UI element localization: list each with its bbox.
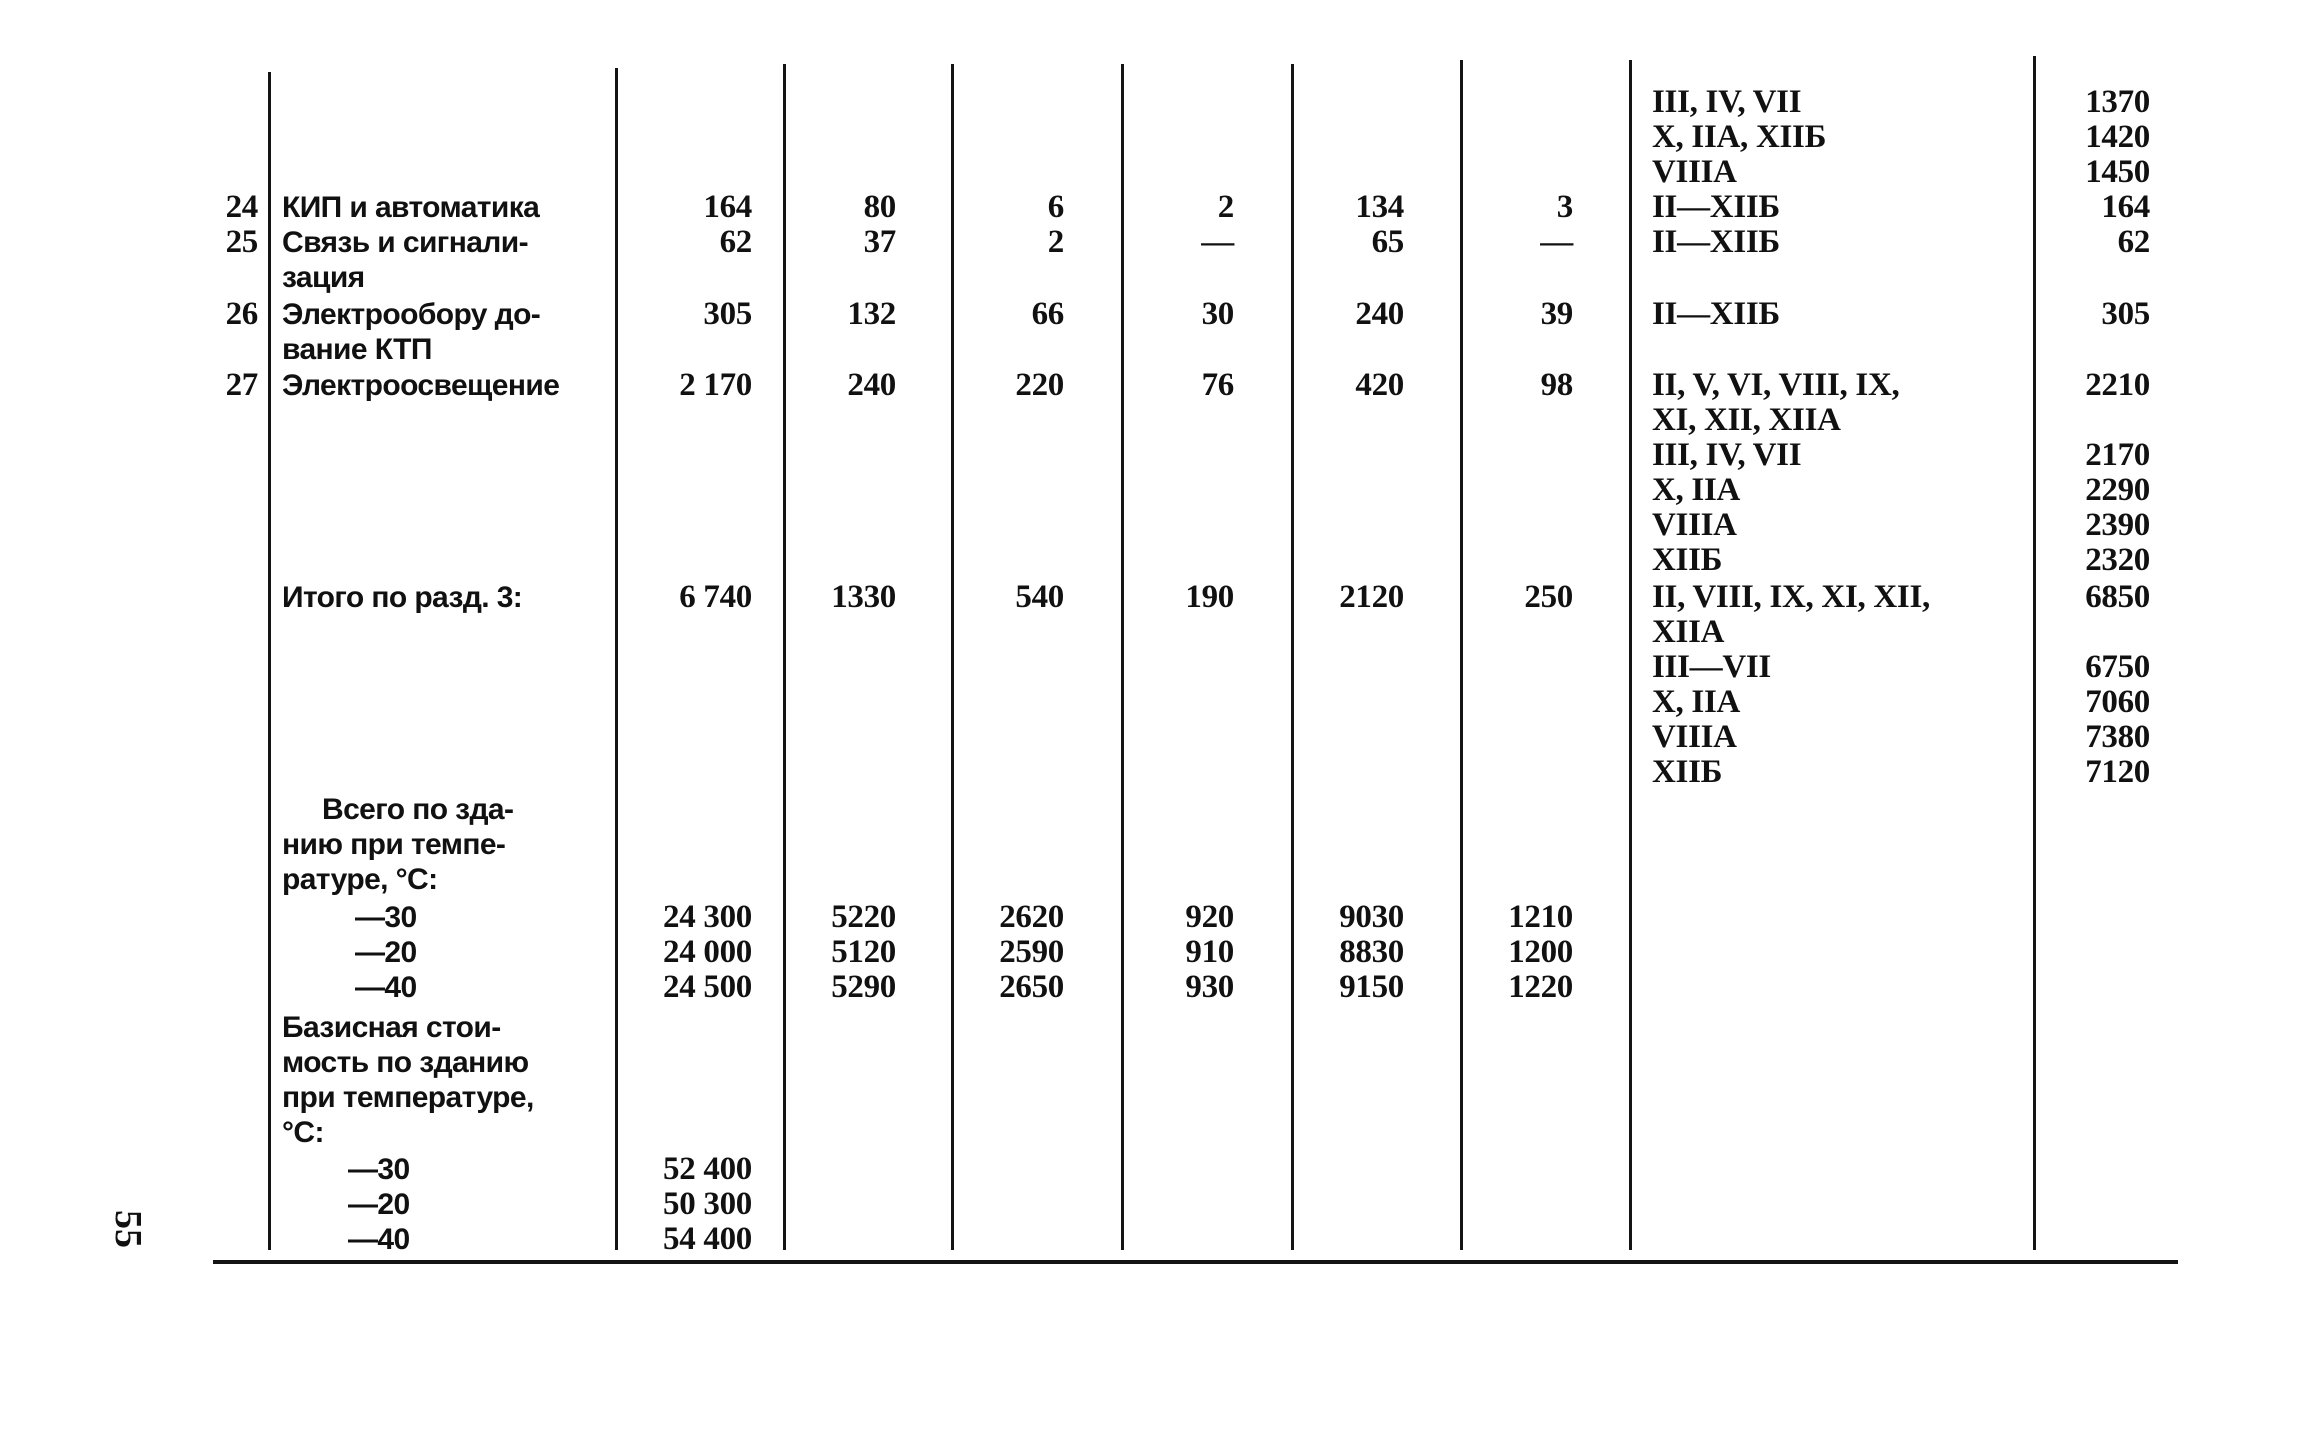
cell-value: 24 000	[663, 934, 752, 970]
cell-value: 240	[847, 367, 896, 403]
cell-value: 220	[1015, 367, 1064, 403]
cell-value: 1220	[1508, 969, 1573, 1005]
grade-value: 6750	[2085, 649, 2150, 685]
subtotal-label: Итого по разд. 3:	[282, 581, 523, 614]
row-number: 26	[225, 296, 258, 332]
grade-value: 2390	[2085, 507, 2150, 543]
cell-value: 1200	[1508, 934, 1573, 970]
cell-value: 9150	[1339, 969, 1404, 1005]
grade-value: 1450	[2085, 154, 2150, 190]
grade-value: 2210	[2085, 367, 2150, 403]
grade-label: II—XIIБ	[1652, 296, 1780, 332]
grade-label: III—VII	[1652, 649, 1771, 685]
cell-value: 5120	[831, 934, 896, 970]
cell-value: 240	[1355, 296, 1404, 332]
base-cost-label: мость по зданию	[282, 1046, 529, 1079]
cell-value: 164	[703, 189, 752, 225]
cell-value: 37	[863, 224, 896, 260]
grade-label: VIIIA	[1652, 719, 1737, 755]
cell-value: 80	[863, 189, 896, 225]
column-rule	[1121, 64, 1124, 1250]
grade-label: VIIIA	[1652, 507, 1737, 543]
grade-label: III, IV, VII	[1652, 437, 1802, 473]
grade-label: XIIБ	[1652, 542, 1723, 578]
cell-value: 910	[1185, 934, 1234, 970]
column-rule	[615, 68, 618, 1250]
cell-value: 6 740	[679, 579, 752, 615]
cell-value: 2120	[1339, 579, 1404, 615]
row-name: вание КТП	[282, 333, 432, 366]
column-rule	[268, 72, 271, 1250]
cell-value: 305	[703, 296, 752, 332]
column-rule	[783, 64, 786, 1250]
cell-value: 2	[1047, 224, 1064, 260]
cell-value: 250	[1524, 579, 1573, 615]
grade-label: II, V, VI, VIII, IX,	[1652, 367, 1900, 403]
cell-value: 39	[1540, 296, 1573, 332]
row-name: зация	[282, 261, 365, 294]
cell-value: 52 400	[663, 1151, 752, 1187]
cell-value: 9030	[1339, 899, 1404, 935]
grade-label: XIIA	[1652, 614, 1725, 650]
base-cost-label: Базисная стои-	[282, 1011, 501, 1044]
cell-value: 420	[1355, 367, 1404, 403]
grade-label: II, VIII, IX, XI, XII,	[1652, 579, 1930, 615]
total-label: ратуре, °С:	[282, 863, 438, 896]
row-number: 24	[225, 189, 258, 225]
cell-value: 24 500	[663, 969, 752, 1005]
temperature-label: —40	[348, 1223, 410, 1256]
grade-label: X, IIA, XIIБ	[1652, 119, 1827, 155]
cell-value: 930	[1185, 969, 1234, 1005]
cell-value: 30	[1201, 296, 1234, 332]
cell-value: 1210	[1508, 899, 1573, 935]
cell-value: 540	[1015, 579, 1064, 615]
cell-value: 24 300	[663, 899, 752, 935]
cell-value: 6	[1047, 189, 1064, 225]
cell-value: 1330	[831, 579, 896, 615]
grade-label: XIIБ	[1652, 754, 1723, 790]
cell-value: 8830	[1339, 934, 1404, 970]
grade-value: 7060	[2085, 684, 2150, 720]
grade-label: X, IIA	[1652, 684, 1741, 720]
cell-value: —	[1201, 224, 1234, 260]
grade-value: 2170	[2085, 437, 2150, 473]
cell-value: 2620	[999, 899, 1064, 935]
grade-label: XI, XII, XIIA	[1652, 402, 1841, 438]
grade-value: 6850	[2085, 579, 2150, 615]
column-rule	[1460, 60, 1463, 1250]
grade-label: II—XIIБ	[1652, 189, 1780, 225]
base-cost-label: °С:	[282, 1116, 324, 1149]
grade-value: 2290	[2085, 472, 2150, 508]
grade-value: 305	[2101, 296, 2150, 332]
base-cost-label: при температуре,	[282, 1081, 534, 1114]
column-rule	[1291, 64, 1294, 1250]
grade-label: III, IV, VII	[1652, 84, 1802, 120]
cell-value: 2650	[999, 969, 1064, 1005]
column-rule	[951, 64, 954, 1250]
row-number: 27	[225, 367, 258, 403]
cell-value: 76	[1201, 367, 1234, 403]
total-label: Всего по зда-	[322, 793, 514, 826]
cell-value: 132	[847, 296, 896, 332]
cell-value: 3	[1556, 189, 1573, 225]
temperature-label: —20	[348, 1188, 410, 1221]
grade-value: 2320	[2085, 542, 2150, 578]
cell-value: 50 300	[663, 1186, 752, 1222]
cell-value: 2 170	[679, 367, 752, 403]
temperature-label: —20	[355, 936, 417, 969]
cell-value: 190	[1185, 579, 1234, 615]
table-bottom-rule	[213, 1260, 2178, 1264]
grade-label: II—XIIБ	[1652, 224, 1780, 260]
grade-value: 7380	[2085, 719, 2150, 755]
grade-label: VIIIA	[1652, 154, 1737, 190]
cell-value: 2	[1217, 189, 1234, 225]
grade-value: 7120	[2085, 754, 2150, 790]
row-name: Электрообору до-	[282, 298, 541, 331]
grade-label: X, IIA	[1652, 472, 1741, 508]
cell-value: 5220	[831, 899, 896, 935]
grade-value: 1370	[2085, 84, 2150, 120]
column-rule	[1629, 60, 1632, 1250]
cell-value: 62	[719, 224, 752, 260]
grade-value: 62	[2117, 224, 2150, 260]
cell-value: 2590	[999, 934, 1064, 970]
cell-value: 98	[1540, 367, 1573, 403]
temperature-label: —30	[355, 901, 417, 934]
row-name: Связь и сигнали-	[282, 226, 529, 259]
cell-value: 54 400	[663, 1221, 752, 1257]
grade-value: 164	[2101, 189, 2150, 225]
cell-value: 5290	[831, 969, 896, 1005]
cell-value: 65	[1371, 224, 1404, 260]
cell-value: —	[1540, 224, 1573, 260]
row-number: 25	[225, 224, 258, 260]
grade-value: 1420	[2085, 119, 2150, 155]
total-label: нию при темпе-	[282, 828, 506, 861]
cell-value: 920	[1185, 899, 1234, 935]
cell-value: 66	[1031, 296, 1064, 332]
column-rule	[2033, 56, 2036, 1250]
temperature-label: —30	[348, 1153, 410, 1186]
cell-value: 134	[1355, 189, 1404, 225]
page-number: 55	[107, 1210, 149, 1248]
temperature-label: —40	[355, 971, 417, 1004]
row-name: Электроосвещение	[282, 369, 560, 402]
row-name: КИП и автоматика	[282, 191, 540, 224]
